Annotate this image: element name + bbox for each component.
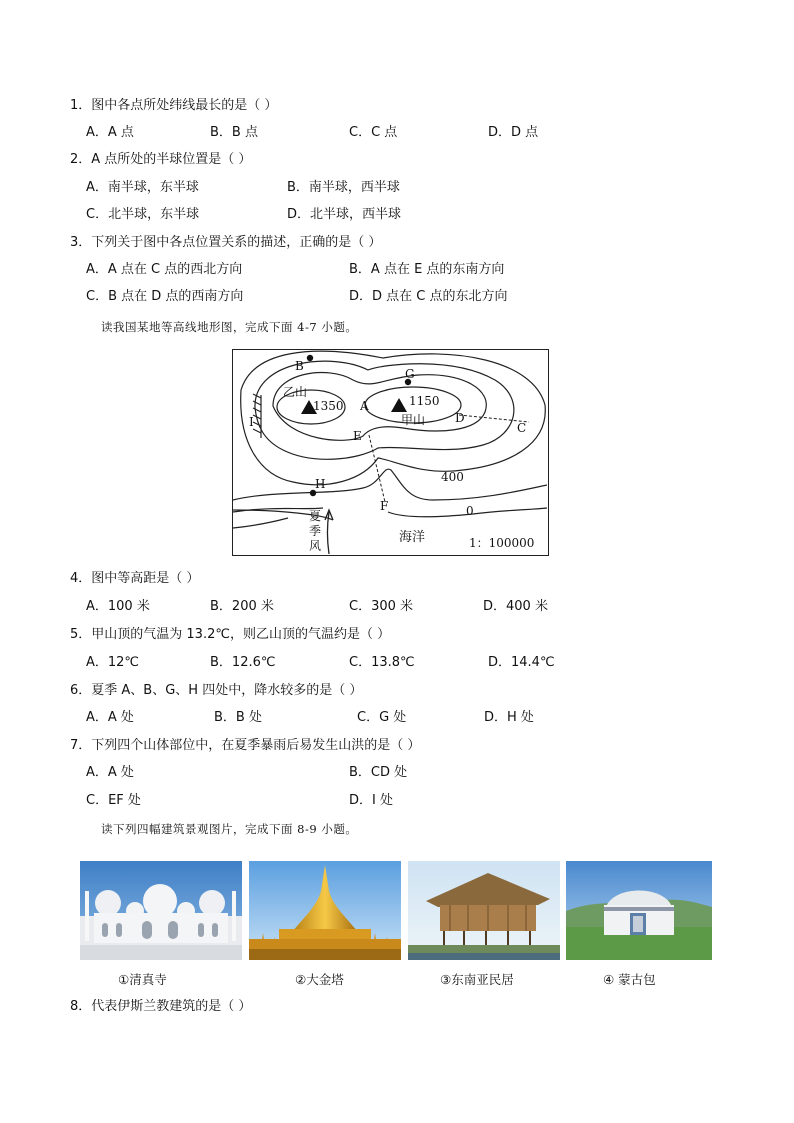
question-8-stem: 8．代表伊斯兰教建筑的是（ ）	[70, 999, 252, 1014]
q7-option-a[interactable]: A．A 处	[86, 765, 134, 780]
question-2-stem: 2．A 点所处的半球位置是（ ）	[70, 152, 252, 167]
map-label-c: C	[517, 421, 527, 435]
map-label-wind-3: 风	[309, 539, 322, 553]
map-label-jiashan: 甲山	[401, 413, 426, 427]
map-label-d: D	[455, 411, 465, 425]
question-5-stem: 5．甲山顶的气温为 13.2℃，则乙山顶的气温约是（ ）	[70, 627, 391, 642]
q5-option-c[interactable]: C．13.8℃	[349, 655, 415, 670]
q5-option-b[interactable]: B．12.6℃	[210, 655, 276, 670]
jiashan-peak-icon	[391, 398, 407, 412]
q1-option-d[interactable]: D．D 点	[488, 125, 539, 140]
map-label-g: G	[405, 367, 415, 381]
photo-caption-2: ②大金塔	[295, 972, 344, 987]
map-intro-text: 读我国某地等高线地形图，完成下面 4-7 小题。	[101, 320, 358, 334]
q6-option-a[interactable]: A．A 处	[86, 710, 134, 725]
q6-option-c[interactable]: C．G 处	[357, 710, 407, 725]
q1-option-c[interactable]: C．C 点	[349, 125, 398, 140]
q4-option-c[interactable]: C．300 米	[349, 599, 414, 614]
q4-option-d[interactable]: D．400 米	[483, 599, 548, 614]
yurt-photo	[566, 861, 712, 960]
q1-option-b[interactable]: B．B 点	[210, 125, 258, 140]
map-label-a: A	[360, 399, 369, 413]
photo-caption-4: ④ 蒙古包	[603, 972, 656, 987]
q1-option-a[interactable]: A．A 点	[86, 125, 134, 140]
map-label-wind-1: 夏	[309, 509, 322, 523]
q6-option-b[interactable]: B．B 处	[214, 710, 262, 725]
q4-option-a[interactable]: A．100 米	[86, 599, 150, 614]
q6-option-d[interactable]: D．H 处	[484, 710, 534, 725]
map-label-contour-400: 400	[441, 470, 464, 484]
q7-option-d[interactable]: D．I 处	[349, 793, 393, 808]
q3-option-c[interactable]: C．B 点在 D 点的西南方向	[86, 289, 244, 304]
map-label-b: B	[295, 359, 304, 373]
q3-option-a[interactable]: A．A 点在 C 点的西北方向	[86, 262, 243, 277]
map-label-i: I	[249, 415, 254, 429]
photo-caption-1: ①清真寺	[118, 972, 167, 987]
map-label-wind-2: 季	[309, 524, 322, 538]
pagoda-photo	[249, 861, 401, 960]
question-4-stem: 4．图中等高距是（ ）	[70, 571, 200, 586]
map-label-peak-1350: 1350	[313, 399, 344, 413]
q5-option-a[interactable]: A．12℃	[86, 655, 140, 670]
question-7-stem: 7．下列四个山体部位中，在夏季暴雨后易发生山洪的是（ ）	[70, 738, 421, 753]
map-label-ocean: 海洋	[399, 530, 426, 545]
q2-option-c[interactable]: C．北半球，东半球	[86, 207, 200, 222]
map-label-peak-1150: 1150	[409, 394, 440, 408]
stilt-house-photo	[408, 861, 560, 960]
map-label-yishan: 乙山	[283, 385, 308, 399]
map-label-h: H	[315, 477, 326, 491]
q7-option-c[interactable]: C．EF 处	[86, 793, 141, 808]
q3-option-b[interactable]: B．A 点在 E 点的东南方向	[349, 262, 505, 277]
question-6-stem: 6．夏季 A、B、G、H 四处中，降水较多的是（ ）	[70, 683, 363, 698]
map-label-e: E	[353, 429, 362, 443]
photos-intro-text: 读下列四幅建筑景观图片，完成下面 8-9 小题。	[101, 822, 358, 836]
map-label-contour-0: 0	[466, 504, 474, 518]
q2-option-d[interactable]: D．北半球，西半球	[287, 207, 402, 222]
map-label-scale: 1：100000	[469, 536, 535, 550]
question-3-stem: 3．下列关于图中各点位置关系的描述，正确的是（ ）	[70, 235, 382, 250]
q7-option-b[interactable]: B．CD 处	[349, 765, 408, 780]
question-1-stem: 1．图中各点所处纬线最长的是（ ）	[70, 98, 278, 113]
q2-option-a[interactable]: A．南半球，东半球	[86, 180, 199, 195]
q3-option-d[interactable]: D．D 点在 C 点的东北方向	[349, 289, 508, 304]
q2-option-b[interactable]: B．南半球，西半球	[287, 180, 400, 195]
mosque-photo	[80, 861, 242, 960]
photo-caption-3: ③东南亚民居	[440, 972, 514, 987]
q4-option-b[interactable]: B．200 米	[210, 599, 274, 614]
contour-map	[232, 349, 549, 556]
map-label-f: F	[380, 499, 389, 513]
q5-option-d[interactable]: D．14.4℃	[488, 655, 555, 670]
